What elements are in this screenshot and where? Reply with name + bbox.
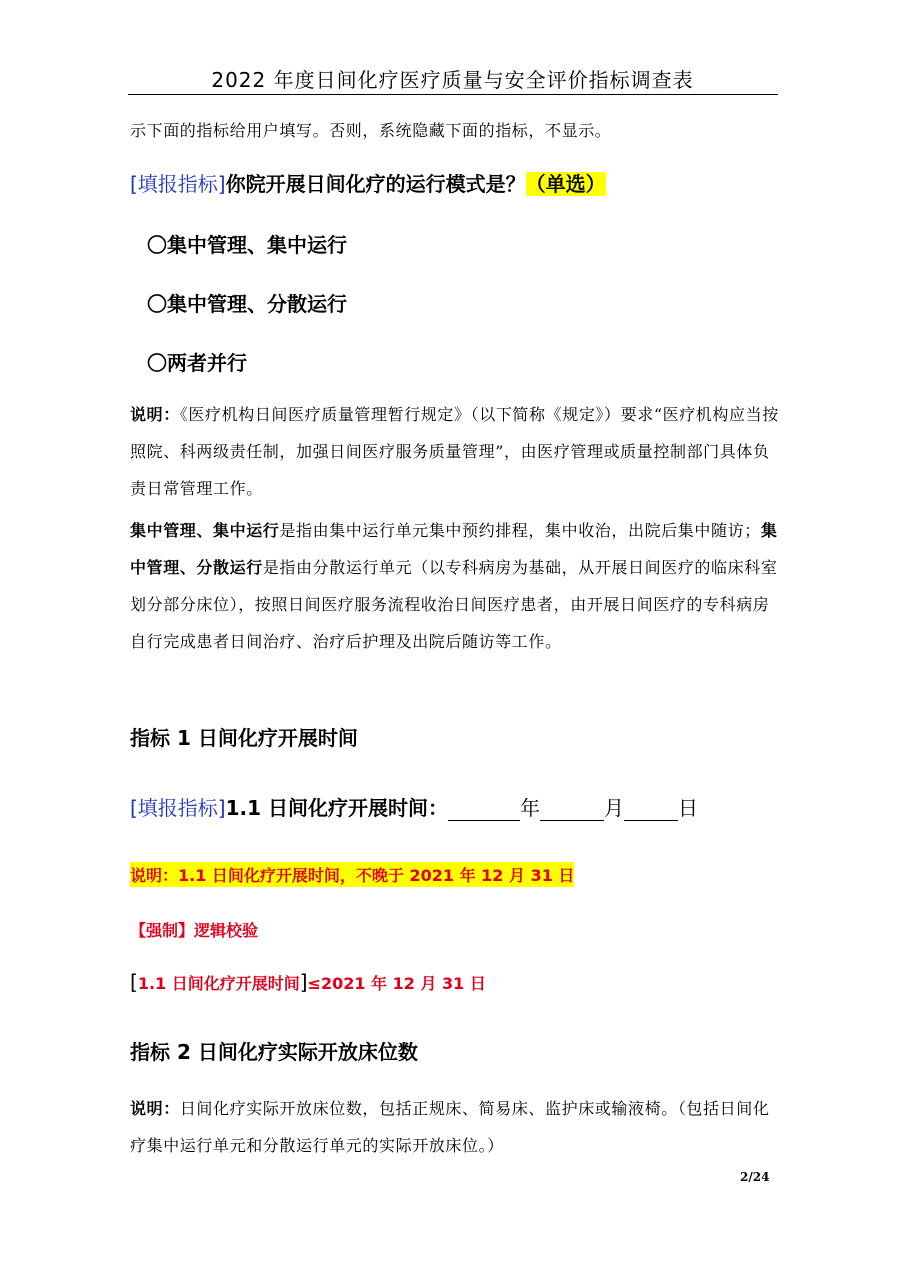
rule-expression: ≤2021 年 12 月 31 日 (307, 974, 486, 993)
intro-line: 示下面的指标给用户填写。否则，系统隐藏下面的指标，不显示。 (130, 121, 612, 140)
radio-circle-icon[interactable]: 〇 (147, 233, 167, 257)
mandatory-logic-check: 【强制】逻辑校验 (130, 921, 259, 940)
day-unit: 日 (678, 796, 699, 820)
header-divider (128, 94, 778, 95)
note-bed-count (130, 1090, 780, 1164)
definition-centralized: 是指由集中运行单元集中预约排程，集中收治，出院后集中随访； (279, 521, 761, 540)
note-text: 日间化疗实际开放床位数，包括正规床、简易床、监护床或输液椅。（包括日间化疗集中运行单元和分散运行单元的实际开放床位。） (130, 1099, 770, 1155)
year-input[interactable] (448, 800, 520, 821)
question-title (130, 168, 606, 197)
start-date-field-row (130, 792, 698, 821)
option-label: 集中管理、集中运行 (167, 233, 347, 257)
fill-indicator-tag: [填报指标] (130, 172, 226, 196)
month-unit: 月 (604, 796, 625, 820)
start-date-label: 1.1 日间化疗开展时间： (225, 796, 449, 820)
option-both[interactable] (147, 347, 247, 376)
radio-circle-icon[interactable]: 〇 (147, 292, 167, 316)
radio-circle-icon[interactable]: 〇 (147, 351, 167, 375)
option-centralized-centralized[interactable] (147, 229, 347, 258)
term-centralized-distributed: 集中管理、分散运行 (130, 521, 778, 577)
validation-rule (130, 970, 486, 994)
question-text: 你院开展日间化疗的运行模式是？ (225, 172, 526, 196)
page-number: 2/24 (740, 1170, 770, 1184)
rule-field: 1.1 日间化疗开展时间 (137, 974, 300, 993)
note-management-regulation (130, 396, 780, 507)
note-text: 《医疗机构日间医疗质量管理暂行规定》（以下简称《规定》）要求“医疗机构应当按照院、科两级责任制，加强日间医疗服务质量管理”，由医疗管理或质量控制部门具体负责日常管理工作。 (130, 405, 779, 498)
rule-bracket-open: [ (130, 970, 138, 994)
month-input[interactable] (540, 800, 604, 821)
fill-indicator-tag: [填报指标] (130, 796, 226, 820)
note-label: 说明： (130, 1099, 180, 1118)
indicator-2-title: 指标 2 日间化疗实际开放床位数 (130, 1040, 418, 1064)
option-centralized-distributed[interactable] (147, 288, 347, 317)
option-label: 两者并行 (167, 351, 247, 375)
date-constraint-note: 说明：1.1 日间化疗开展时间，不晚于 2021 年 12 月 31 日 (130, 862, 574, 887)
year-unit: 年 (520, 796, 541, 820)
option-label: 集中管理、分散运行 (167, 292, 347, 316)
rule-bracket-close: ] (299, 970, 308, 994)
document-header-title: 2022 年度日间化疗医疗质量与安全评价指标调查表 (211, 68, 694, 92)
term-centralized-centralized: 集中管理、集中运行 (130, 521, 280, 540)
day-input[interactable] (624, 800, 678, 821)
note-label: 说明： (130, 405, 180, 424)
definition-distributed: 是指由分散运行单元（以专科病房为基础，从开展日间医疗的临床科室划分部分床位），按照日间医疗服务流程收治日间医疗患者，由开展日间医疗的专科病房自行完成患者日间治疗、治疗后护理及出院后随访等工作。 (130, 558, 778, 651)
single-choice-label: （单选） (525, 172, 606, 196)
indicator-1-title: 指标 1 日间化疗开展时间 (130, 726, 358, 750)
note-operation-modes (130, 512, 780, 660)
